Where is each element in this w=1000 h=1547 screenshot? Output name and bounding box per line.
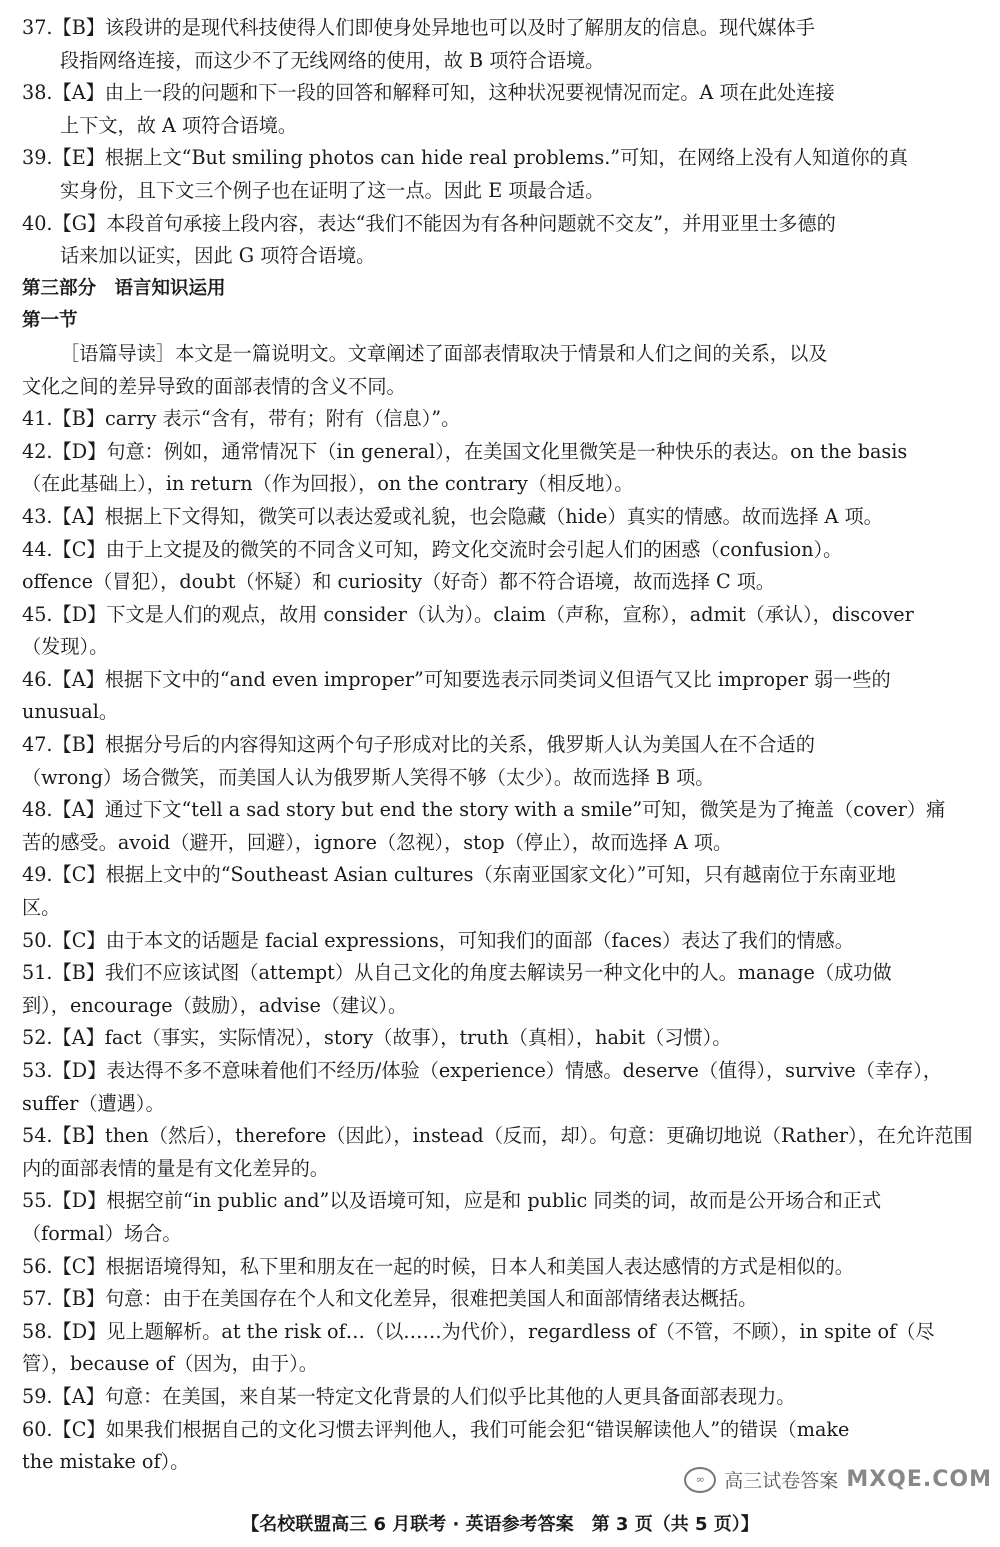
- text-line: 区。: [22, 896, 61, 920]
- text-line: 49.【C】根据上文中的“Southeast Asian cultures（东南亚国家文化）”可知，只有越南位于东南亚地: [22, 863, 896, 887]
- wechat-icon: ∞: [684, 1467, 716, 1493]
- section-heading: 第三部分 语言知识运用: [22, 277, 226, 299]
- text-line: 58.【D】见上题解析。at the risk of…（以……为代价），regardless of（不管，不顾），in spite of（尽: [22, 1319, 935, 1343]
- text-line: 59.【A】句意：在美国，来自某一特定文化背景的人们似乎比其他的人更具备面部表现力。: [22, 1384, 796, 1408]
- text-line: 48.【A】通过下文“tell a sad story but end the story with a smile”可知，微笑是为了掩盖（cover）痛: [22, 798, 946, 822]
- text-line: （在此基础上），in return（作为回报），on the contrary（相反地）。: [22, 472, 634, 496]
- text-line: （formal）场合。: [22, 1221, 182, 1245]
- text-line: 57.【B】句意：由于在美国存在个人和文化差异，很难把美国人和面部情绪表达概括。: [22, 1287, 758, 1311]
- watermark-account: 高三试卷答案: [724, 1470, 839, 1492]
- section-heading: 第一节: [22, 310, 78, 332]
- text-line: 内的面部表情的量是有文化差异的。: [22, 1156, 329, 1180]
- text-line: 42.【D】句意：例如，通常情况下（in general），在美国文化里微笑是一种快乐的表达。on the basis: [22, 439, 908, 463]
- text-line: 文化之间的差异导致的面部表情的含义不同。: [22, 374, 406, 398]
- text-line: unusual。: [22, 700, 119, 724]
- text-line: 上下文，故 A 项符合语境。: [60, 113, 298, 137]
- text-line: 50.【C】由于本文的话题是 facial expressions，可知我们的面部（faces）表达了我们的情感。: [22, 928, 854, 952]
- text-line: 38.【A】由上一段的问题和下一段的回答和解释可知，这种状况要视情况而定。A 项在此处连接: [22, 81, 835, 105]
- text-line: 到），encourage（鼓励），advise（建议）。: [22, 993, 408, 1017]
- page-footer: 【名校联盟高三 6 月联考 · 英语参考答案 第 3 页（共 5 页）】: [241, 1514, 759, 1535]
- text-line: 45.【D】下文是人们的观点，故用 consider（认为）。claim（声称，宣称），admit（承认），discover: [22, 602, 914, 626]
- watermark-site: MXQE.COM: [846, 1467, 992, 1492]
- text-line: 41.【B】carry 表示“含有，带有；附有（信息）”。: [22, 407, 461, 431]
- text-line: 47.【B】根据分号后的内容得知这两个句子形成对比的关系，俄罗斯人认为美国人在不合适的: [22, 733, 815, 757]
- answer-page: [22, 12, 986, 1479]
- text-line: 39.【E】根据上文“But smiling photos can hide real problems.”可知，在网络上没有人知道你的真: [22, 146, 908, 170]
- text-line: 37.【B】该段讲的是现代科技使得人们即使身处异地也可以及时了解朋友的信息。现代媒体手: [22, 16, 815, 39]
- text-line: ［语篇导读］本文是一篇说明文。文章阐述了面部表情取决于情景和人们之间的关系，以及: [60, 341, 828, 365]
- text-line: 60.【C】如果我们根据自己的文化习惯去评判他人，我们可能会犯“错误解读他人”的错误（make: [22, 1417, 850, 1441]
- text-line: 实身份，且下文三个例子也在证明了这一点。因此 E 项最合适。: [60, 178, 605, 202]
- text-line: （发现）。: [22, 635, 109, 659]
- text-line: 管），because of（因为，由于）。: [22, 1352, 318, 1376]
- text-line: 段指网络连接，而这少不了无线网络的使用，故 B 项符合语境。: [60, 48, 605, 72]
- watermark: [684, 1466, 992, 1493]
- text-line: 51.【B】我们不应该试图（attempt）从自己文化的角度去解读另一种文化中的人。manage（成功做: [22, 961, 892, 985]
- text-line: 52.【A】fact（事实，实际情况），story（故事），truth（真相），habit（习惯）。: [22, 1026, 732, 1050]
- text-line: 43.【A】根据上下文得知，微笑可以表达爱或礼貌，也会隐藏（hide）真实的情感。故而选择 A 项。: [22, 504, 883, 528]
- text-line: 53.【D】表达得不多不意味着他们不经历/体验（experience）情感。deserve（值得），survive（幸存），: [22, 1059, 943, 1082]
- text-line: 46.【A】根据下文中的“and even improper”可知要选表示同类词义但语气又比 improper 弱一些的: [22, 667, 891, 691]
- text-line: 苦的感受。avoid（避开，回避），ignore（忽视），stop（停止），故而选择 A 项。: [22, 830, 733, 854]
- text-line: the mistake of）。: [22, 1450, 190, 1474]
- text-line: 44.【C】由于上文提及的微笑的不同含义可知，跨文化交流时会引起人们的困惑（confusion）。: [22, 537, 843, 561]
- text-line: 40.【G】本段首句承接上段内容，表达“我们不能因为有各种问题就不交友”，并用亚里士多德的: [22, 211, 836, 235]
- text-line: 56.【C】根据语境得知，私下里和朋友在一起的时候，日本人和美国人表达感情的方式是相似的。: [22, 1254, 854, 1278]
- text-line: （wrong）场合微笑，而美国人认为俄罗斯人笑得不够（太少）。故而选择 B 项。: [22, 765, 715, 789]
- text-line: offence（冒犯），doubt（怀疑）和 curiosity（好奇）都不符合语境，故而选择 C 项。: [22, 570, 776, 594]
- text-line: 55.【D】根据空前“in public and”以及语境可知，应是和 public 同类的词，故而是公开场合和正式: [22, 1189, 882, 1213]
- text-line: 54.【B】then（然后），therefore（因此），instead（反而，却）。句意：更确切地说（Rather），在允许范围: [22, 1124, 973, 1148]
- text-line: 话来加以证实，因此 G 项符合语境。: [60, 244, 376, 268]
- text-line: suffer（遭遇）。: [22, 1091, 165, 1115]
